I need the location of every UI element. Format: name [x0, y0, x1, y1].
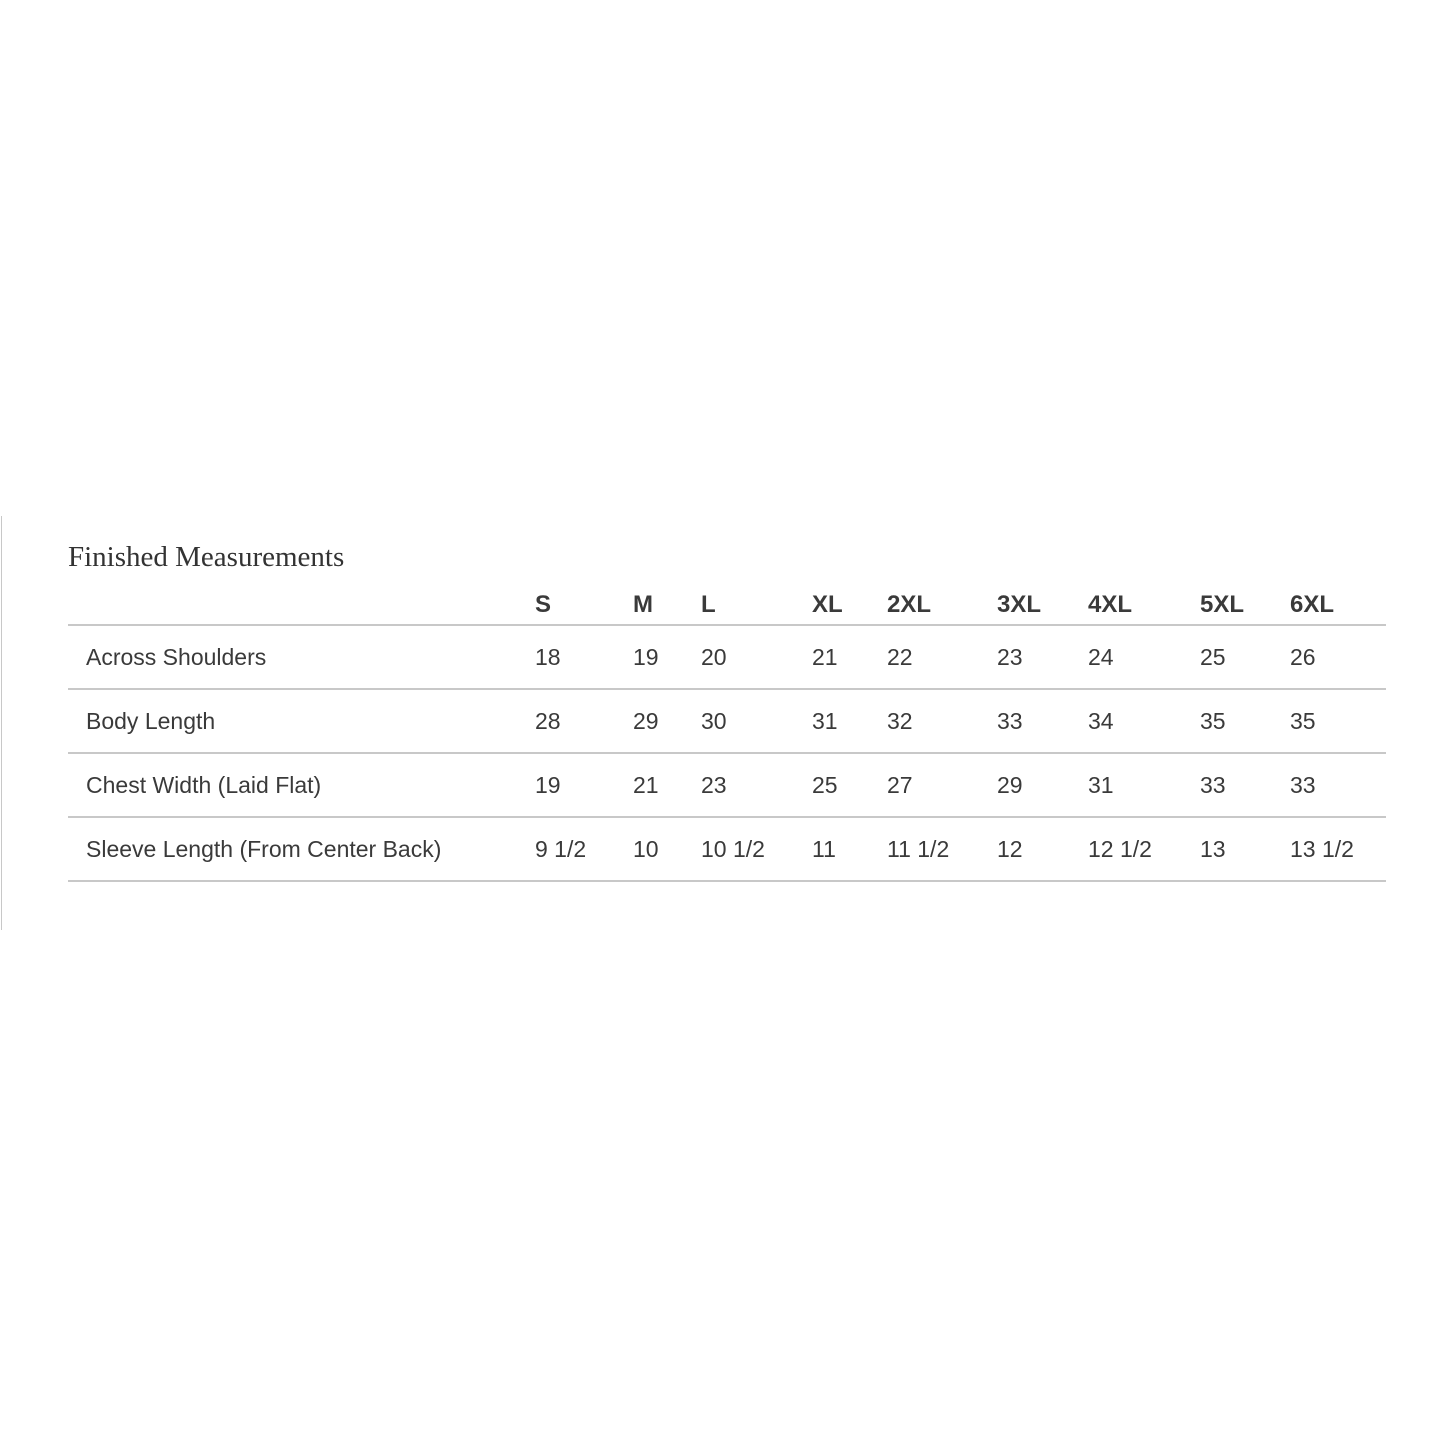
size-header-xl: XL [812, 591, 843, 618]
table-cell: 33 [997, 708, 1023, 734]
table-cell: 12 1/2 [1088, 836, 1152, 862]
table-cell: 25 [812, 772, 838, 798]
table-cell: 11 1/2 [887, 836, 950, 862]
table-cell: 13 1/2 [1290, 836, 1354, 862]
table-row-chest-width [68, 754, 1386, 818]
table-cell: 31 [812, 708, 838, 734]
table-header-row [68, 588, 1386, 626]
table-cell: 19 [633, 644, 659, 670]
table-cell: 35 [1200, 708, 1226, 734]
table-cell: 10 [633, 836, 659, 862]
row-label: Sleeve Length (From Center Back) [86, 836, 442, 862]
table-cell: 25 [1200, 644, 1226, 670]
table-cell: 28 [535, 708, 561, 734]
table-cell: 32 [887, 708, 913, 734]
table-cell: 11 [812, 836, 836, 862]
table-cell: 30 [701, 708, 727, 734]
table-cell: 18 [535, 644, 561, 670]
row-label: Across Shoulders [86, 644, 267, 670]
measurements-title: Finished Measurements [68, 541, 345, 573]
table-cell: 34 [1088, 708, 1114, 734]
table-cell: 33 [1200, 772, 1226, 798]
size-header-m: M [633, 591, 653, 618]
size-header-2xl: 2XL [887, 591, 932, 618]
table-row-sleeve-length [68, 818, 1386, 882]
table-cell: 27 [887, 772, 913, 798]
table-cell: 23 [701, 772, 727, 798]
row-label: Body Length [86, 708, 216, 734]
table-cell: 24 [1088, 644, 1114, 670]
table-cell: 29 [997, 772, 1023, 798]
table-cell: 22 [887, 644, 913, 670]
size-header-4xl: 4XL [1088, 591, 1133, 618]
size-header-l: L [701, 591, 716, 618]
table-row-body-length [68, 690, 1386, 754]
table-cell: 29 [633, 708, 659, 734]
table-cell: 31 [1088, 772, 1114, 798]
table-cell: 20 [701, 644, 727, 670]
table-cell: 26 [1290, 644, 1316, 670]
table-row-across-shoulders [68, 626, 1386, 690]
size-header-5xl: 5XL [1200, 591, 1245, 618]
left-border-line [1, 516, 2, 930]
table-cell: 23 [997, 644, 1023, 670]
table-cell: 10 1/2 [701, 836, 765, 862]
table-cell: 19 [535, 772, 561, 798]
size-header-3xl: 3XL [997, 591, 1042, 618]
size-chart-table [68, 588, 1386, 882]
table-cell: 35 [1290, 708, 1316, 734]
table-cell: 21 [812, 644, 838, 670]
table-cell: 9 1/2 [535, 836, 587, 862]
table-cell: 21 [633, 772, 659, 798]
table-cell: 13 [1200, 836, 1226, 862]
table-cell: 33 [1290, 772, 1316, 798]
size-header-s: S [535, 591, 552, 618]
table-cell: 12 [997, 836, 1023, 862]
row-label: Chest Width (Laid Flat) [86, 772, 322, 798]
size-header-6xl: 6XL [1290, 591, 1335, 618]
